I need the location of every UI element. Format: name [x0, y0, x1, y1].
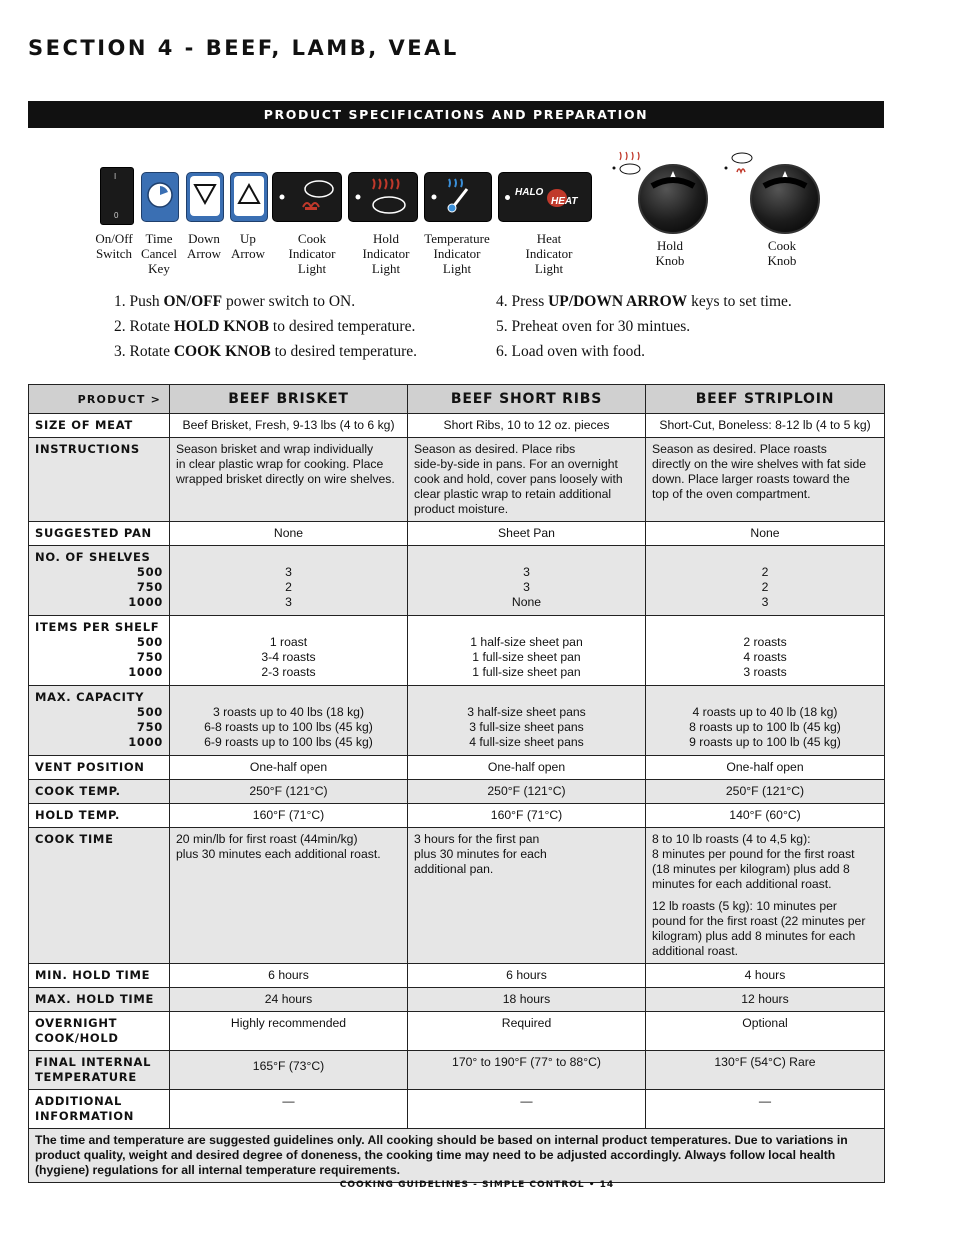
page-footer: COOKING GUIDELINES - SIMPLE CONTROL • 14 [339, 1180, 615, 1190]
on-off-switch-icon [100, 167, 134, 225]
table-row: HOLD TEMP. 160°F (71°C) 160°F (71°C) 140°F (60°C) [29, 804, 885, 828]
hold-chicken-icon [349, 173, 417, 221]
halo-logo-text: HALO [515, 187, 544, 198]
label-heat-indicator: Heat Indicator Light [525, 231, 573, 276]
table-row: SIZE OF MEAT Beef Brisket, Fresh, 9-13 lbs (4 to 6 kg) Short Ribs, 10 to 12 oz. pieces Short-Cut, Boneless: 8-12 lb (4 to 5 kg) [29, 414, 885, 438]
table-row: MAX. CAPACITY 500 750 1000 3 roasts up to 40 lbs (18 kg) 6-8 roasts up to 100 lbs (45 kg) 6-9 roasts up to 100 lbs (45 kg) 3 half-size sheet pans 3 full-size sheet pans 4 full-size sheet pans 4 roasts up to 40 lb (18 kg) 8 roasts up to 100 lb (45 kg) 9 roasts up to 100 lb (45 kg) [29, 686, 885, 756]
down-arrow-key-icon [186, 172, 224, 222]
label-hold-indicator: Hold Indicator Light [362, 231, 410, 276]
label-up-arrow: Up Arrow [231, 231, 265, 261]
table-row: INSTRUCTIONS Season brisket and wrap individually in clear plastic wrap for cooking. Place wrapped brisket directly on wire shelves. Season as desired. Place ribs side-by-side in pans. For an overnight cook and hold, cover pans loosely with clear plastic wrap to retain additional product moisture. Season as desired. Place roasts directly on the wire shelves with fat side down. Place larger roasts toward the top of the oven compartment. [29, 438, 885, 522]
section-bar: PRODUCT SPECIFICATIONS AND PREPARATION [28, 101, 884, 128]
down-triangle-icon [187, 173, 223, 221]
steps-left [114, 292, 417, 367]
table-header-row [29, 385, 885, 414]
product-header: PRODUCT > [29, 385, 170, 414]
table-row: VENT POSITION One-half open One-half open One-half open [29, 756, 885, 780]
table-row: NO. OF SHELVES 500 750 1000 3 2 3 3 3 None 2 2 3 [29, 546, 885, 616]
table-note-row [29, 1129, 885, 1183]
time-cancel-key-icon [141, 172, 179, 222]
table-row: MAX. HOLD TIME 24 hours 18 hours 12 hours [29, 988, 885, 1012]
hold-knob-icon [638, 164, 708, 234]
label-hold-knob: Hold Knob [655, 238, 685, 268]
clock-icon [142, 173, 178, 221]
table-row: COOK TIME 20 min/lb for first roast (44min/kg) plus 30 minutes each additional roast. 3 hours for the first pan plus 30 minutes for each additional pan. 8 to 10 lb roasts (4 to 4,5 kg): 8 minutes per pound for the first roast (18 minutes per kilogram) plus add 8 minutes for each additional roast. 12 lb roasts (5 kg): 10 minutes per pound for the first roast (22 minutes per kilogram) plus add 8 minutes for each additional roast. [29, 828, 885, 964]
column-header-striploin: BEEF STRIPLOIN [646, 385, 885, 414]
halo-heat-logo-icon [515, 187, 587, 209]
up-triangle-icon [231, 173, 267, 221]
up-arrow-key-icon [230, 172, 268, 222]
table-row: SUGGESTED PAN None Sheet Pan None [29, 522, 885, 546]
table-row: ADDITIONAL INFORMATION — — — [29, 1090, 885, 1129]
control-panel-illustration [0, 140, 954, 290]
table-row: COOK TEMP. 250°F (121°C) 250°F (121°C) 250°F (121°C) [29, 780, 885, 804]
cook-knob-icon [750, 164, 820, 234]
table-row: ITEMS PER SHELF 500 750 1000 1 roast 3-4 roasts 2-3 roasts 1 half-size sheet pan 1 full-size sheet pan 1 full-size sheet pan 2 roasts 4 roasts 3 roasts [29, 616, 885, 686]
step-1: 1. Push ON/OFF power switch to ON. [114, 293, 356, 310]
table-row: MIN. HOLD TIME 6 hours 6 hours 4 hours [29, 964, 885, 988]
switch-off-mark: 0 [114, 211, 119, 220]
heat-logo-text: HEAT [551, 196, 578, 207]
label-cook-knob: Cook Knob [767, 238, 797, 268]
label-time-cancel-key: Time Cancel Key [140, 231, 178, 276]
guideline-note: The time and temperature are suggested guidelines only. All cooking should be based on internal product temperatures. Due to variations in product quality, weight and desired degree of doneness, the cooking time may need to be adjusted accordingly. Always follow local health (hygiene) regulations for all internal temperature requirements. [29, 1129, 885, 1183]
label-down-arrow: Down Arrow [187, 231, 221, 261]
label-temperature-indicator: Temperature Indicator Light [424, 231, 490, 276]
step-6: 6. Load oven with food. [496, 343, 645, 360]
page-title: SECTION 4 - BEEF, LAMB, VEAL [28, 36, 459, 60]
spec-table [28, 384, 885, 1183]
label-cook-indicator: Cook Indicator Light [288, 231, 336, 276]
step-3: 3. Rotate COOK KNOB to desired temperature. [114, 343, 418, 360]
heat-indicator-light-icon [498, 172, 592, 222]
steps-right [496, 292, 792, 367]
column-header-brisket: BEEF BRISKET [170, 385, 408, 414]
table-row: OVERNIGHT COOK/HOLD Highly recommended Required Optional [29, 1012, 885, 1051]
label-on-off-switch: On/Off Switch [95, 231, 133, 261]
heat-indicator-dot-icon [505, 195, 510, 200]
switch-on-mark: I [114, 172, 117, 181]
cook-chicken-icon [273, 173, 341, 221]
step-2: 2. Rotate HOLD KNOB to desired temperature. [114, 318, 416, 335]
temperature-indicator-light-icon [424, 172, 492, 222]
column-header-short-ribs: BEEF SHORT RIBS [408, 385, 646, 414]
step-5: 5. Preheat oven for 30 mintues. [496, 318, 691, 335]
thermometer-icon [425, 173, 491, 221]
hold-indicator-light-icon [348, 172, 418, 222]
table-row: FINAL INTERNAL TEMPERATURE 165°F (73°C) 170° to 190°F (77° to 88°C) 130°F (54°C) Rare [29, 1051, 885, 1090]
step-4: 4. Press UP/DOWN ARROW keys to set time. [496, 293, 792, 310]
cook-indicator-light-icon [272, 172, 342, 222]
